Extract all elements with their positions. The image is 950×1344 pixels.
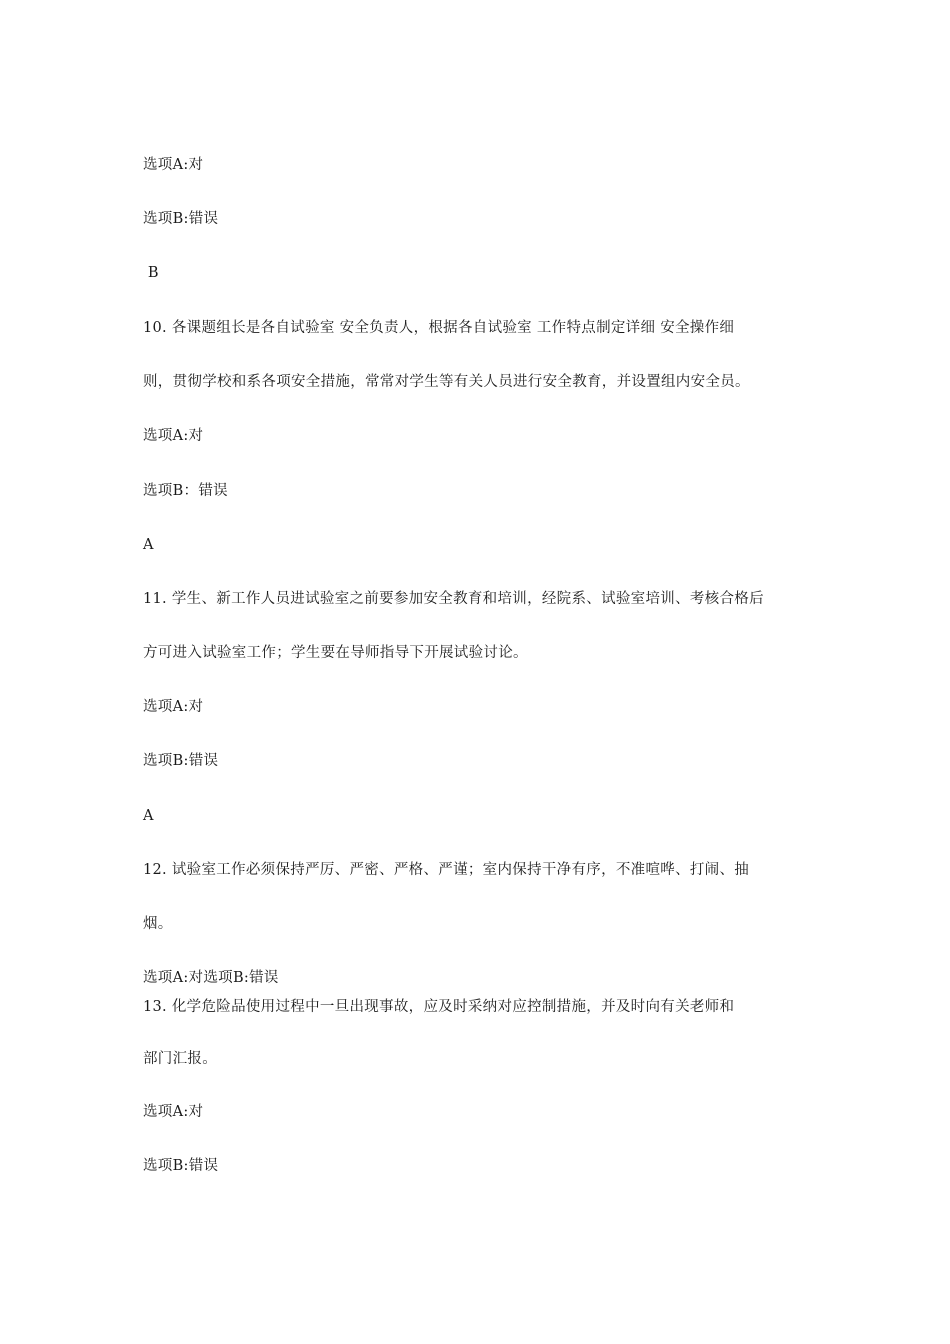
q10-option-a: 选项A:对	[143, 428, 204, 444]
q10-text-line-1: 10. 各课题组长是各自试验室 安全负责人，根据各自试验室 工作特点制定详细 安全操作细	[143, 320, 735, 336]
q11-option-a: 选项A:对	[143, 699, 204, 715]
q10-answer: A	[143, 537, 154, 553]
q12-options: 选项A:对选项B:错误	[143, 970, 279, 986]
q9-option-b: 选项B:错误	[143, 211, 219, 227]
q9-option-a: 选项A:对	[143, 157, 204, 173]
q11-text-line-1: 11. 学生、新工作人员进试验室之前要参加安全教育和培训，经院系、试验室培训、考核合格后	[143, 591, 764, 607]
q13-option-b: 选项B:错误	[143, 1158, 219, 1174]
q13-text-line-1: 13. 化学危险品使用过程中一旦出现事故，应及时采纳对应控制措施，并及时向有关老师和	[143, 999, 735, 1015]
q12-text-line-2: 烟。	[143, 916, 173, 932]
q11-option-b: 选项B:错误	[143, 753, 219, 769]
q11-text-line-2: 方可进入试验室工作；学生要在导师指导下开展试验讨论。	[143, 645, 528, 661]
q12-text-line-1: 12. 试验室工作必须保持严厉、严密、严格、严谨；室内保持干净有序，不准喧哗、打闹、抽	[143, 862, 750, 878]
q13-option-a: 选项A:对	[143, 1104, 204, 1120]
q10-option-b: 选项B：错误	[143, 483, 228, 499]
q10-text-line-2: 则，贯彻学校和系各项安全措施，常常对学生等有关人员进行安全教育，并设置组内安全员。	[143, 374, 750, 390]
q11-answer: A	[143, 808, 154, 824]
q13-text-line-2: 部门汇报。	[143, 1051, 217, 1067]
q9-answer: B	[143, 265, 159, 281]
